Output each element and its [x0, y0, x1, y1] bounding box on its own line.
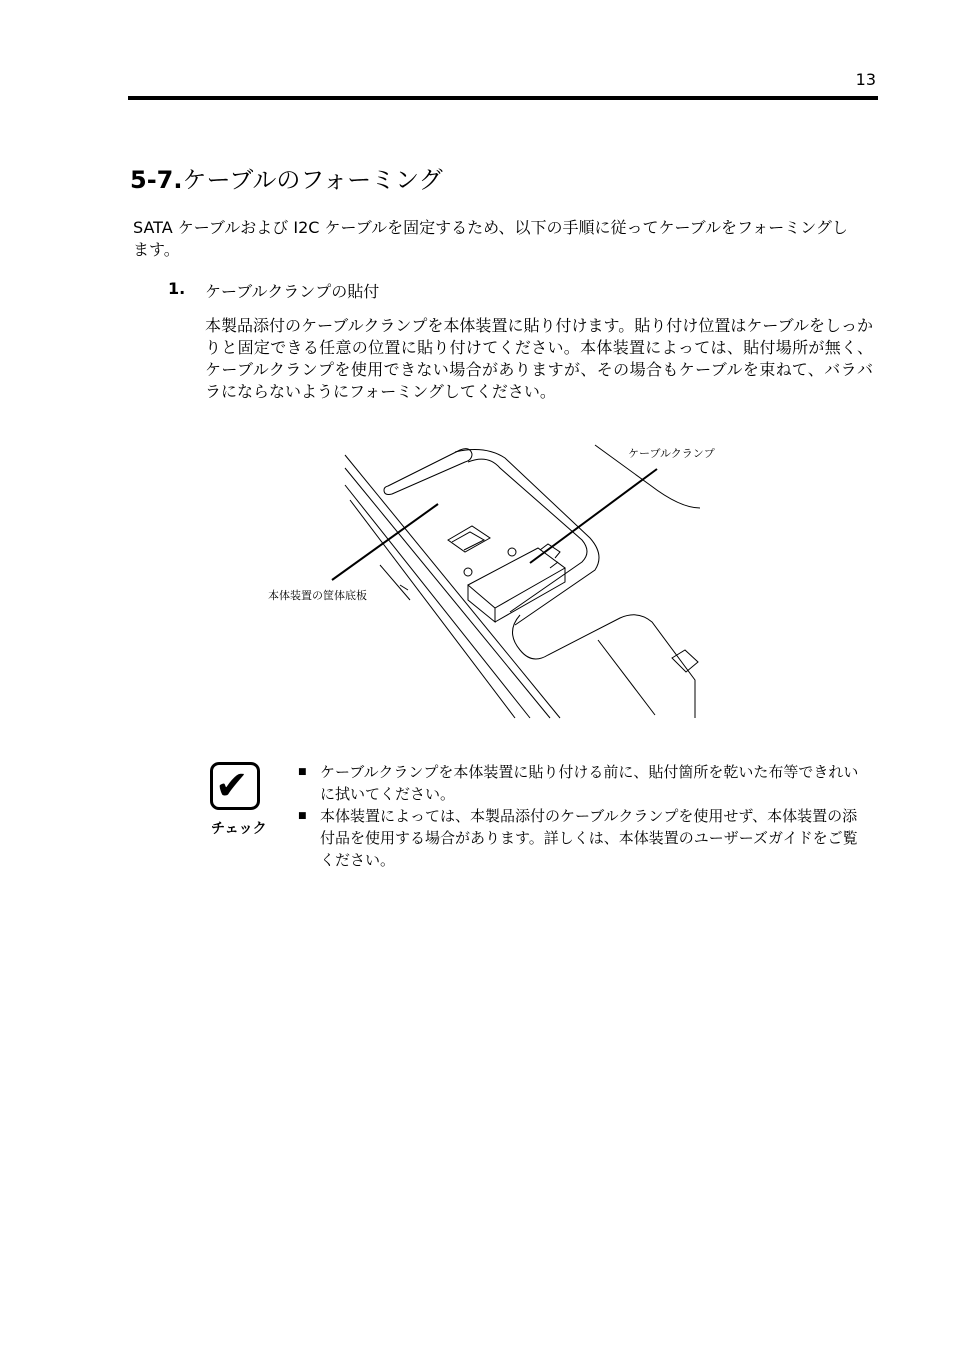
label-chassis-base: 本体装置の筐体底板 [268, 589, 367, 602]
step-number: 1. [168, 279, 186, 298]
note-item [298, 761, 864, 805]
chassis-illustration [260, 440, 740, 720]
note-text: ケーブルクランプを本体装置に貼り付ける前に、貼付箇所を乾いた布等できれいに拭いてください。 [320, 763, 859, 803]
section-title-text: ケーブルのフォーミング [182, 166, 443, 194]
check-icon [207, 760, 267, 840]
check-notes [298, 761, 864, 871]
page-number: 13 [855, 70, 876, 89]
checkmark-glyph: ✔ [215, 763, 249, 809]
step-body: 本製品添付のケーブルクランプを本体装置に貼り付けます。貼り付け位置はケーブルをしっかりと固定できる任意の位置に貼り付けてください。本体装置によっては、貼付場所が無く、ケーブルクランプを使用できない場合がありますが、その場合もケーブルを束ねて、バラバラにならないようにフォーミングしてください。 [205, 316, 873, 401]
cable-clamp-figure [260, 440, 740, 720]
bullet-icon: ■ [298, 811, 307, 821]
check-icon-label: チェック [211, 821, 267, 837]
note-item [298, 805, 864, 871]
intro-paragraph: SATA ケーブルおよび I2C ケーブルを固定するため、以下の手順に従ってケーブルをフォーミングします。 [133, 218, 848, 259]
header-rule [128, 96, 878, 100]
bullet-icon: ■ [298, 767, 307, 777]
note-text: 本体装置によっては、本製品添付のケーブルクランプを使用せず、本体装置の添付品を使用する場合があります。詳しくは、本体装置のユーザーズガイドをご覧ください。 [320, 807, 858, 869]
label-cable-clamp: ケーブルクランプ [628, 447, 715, 460]
step-title: ケーブルクランプの貼付 [205, 282, 380, 301]
section-title [130, 160, 443, 195]
section-number: 5-7. [130, 166, 183, 194]
